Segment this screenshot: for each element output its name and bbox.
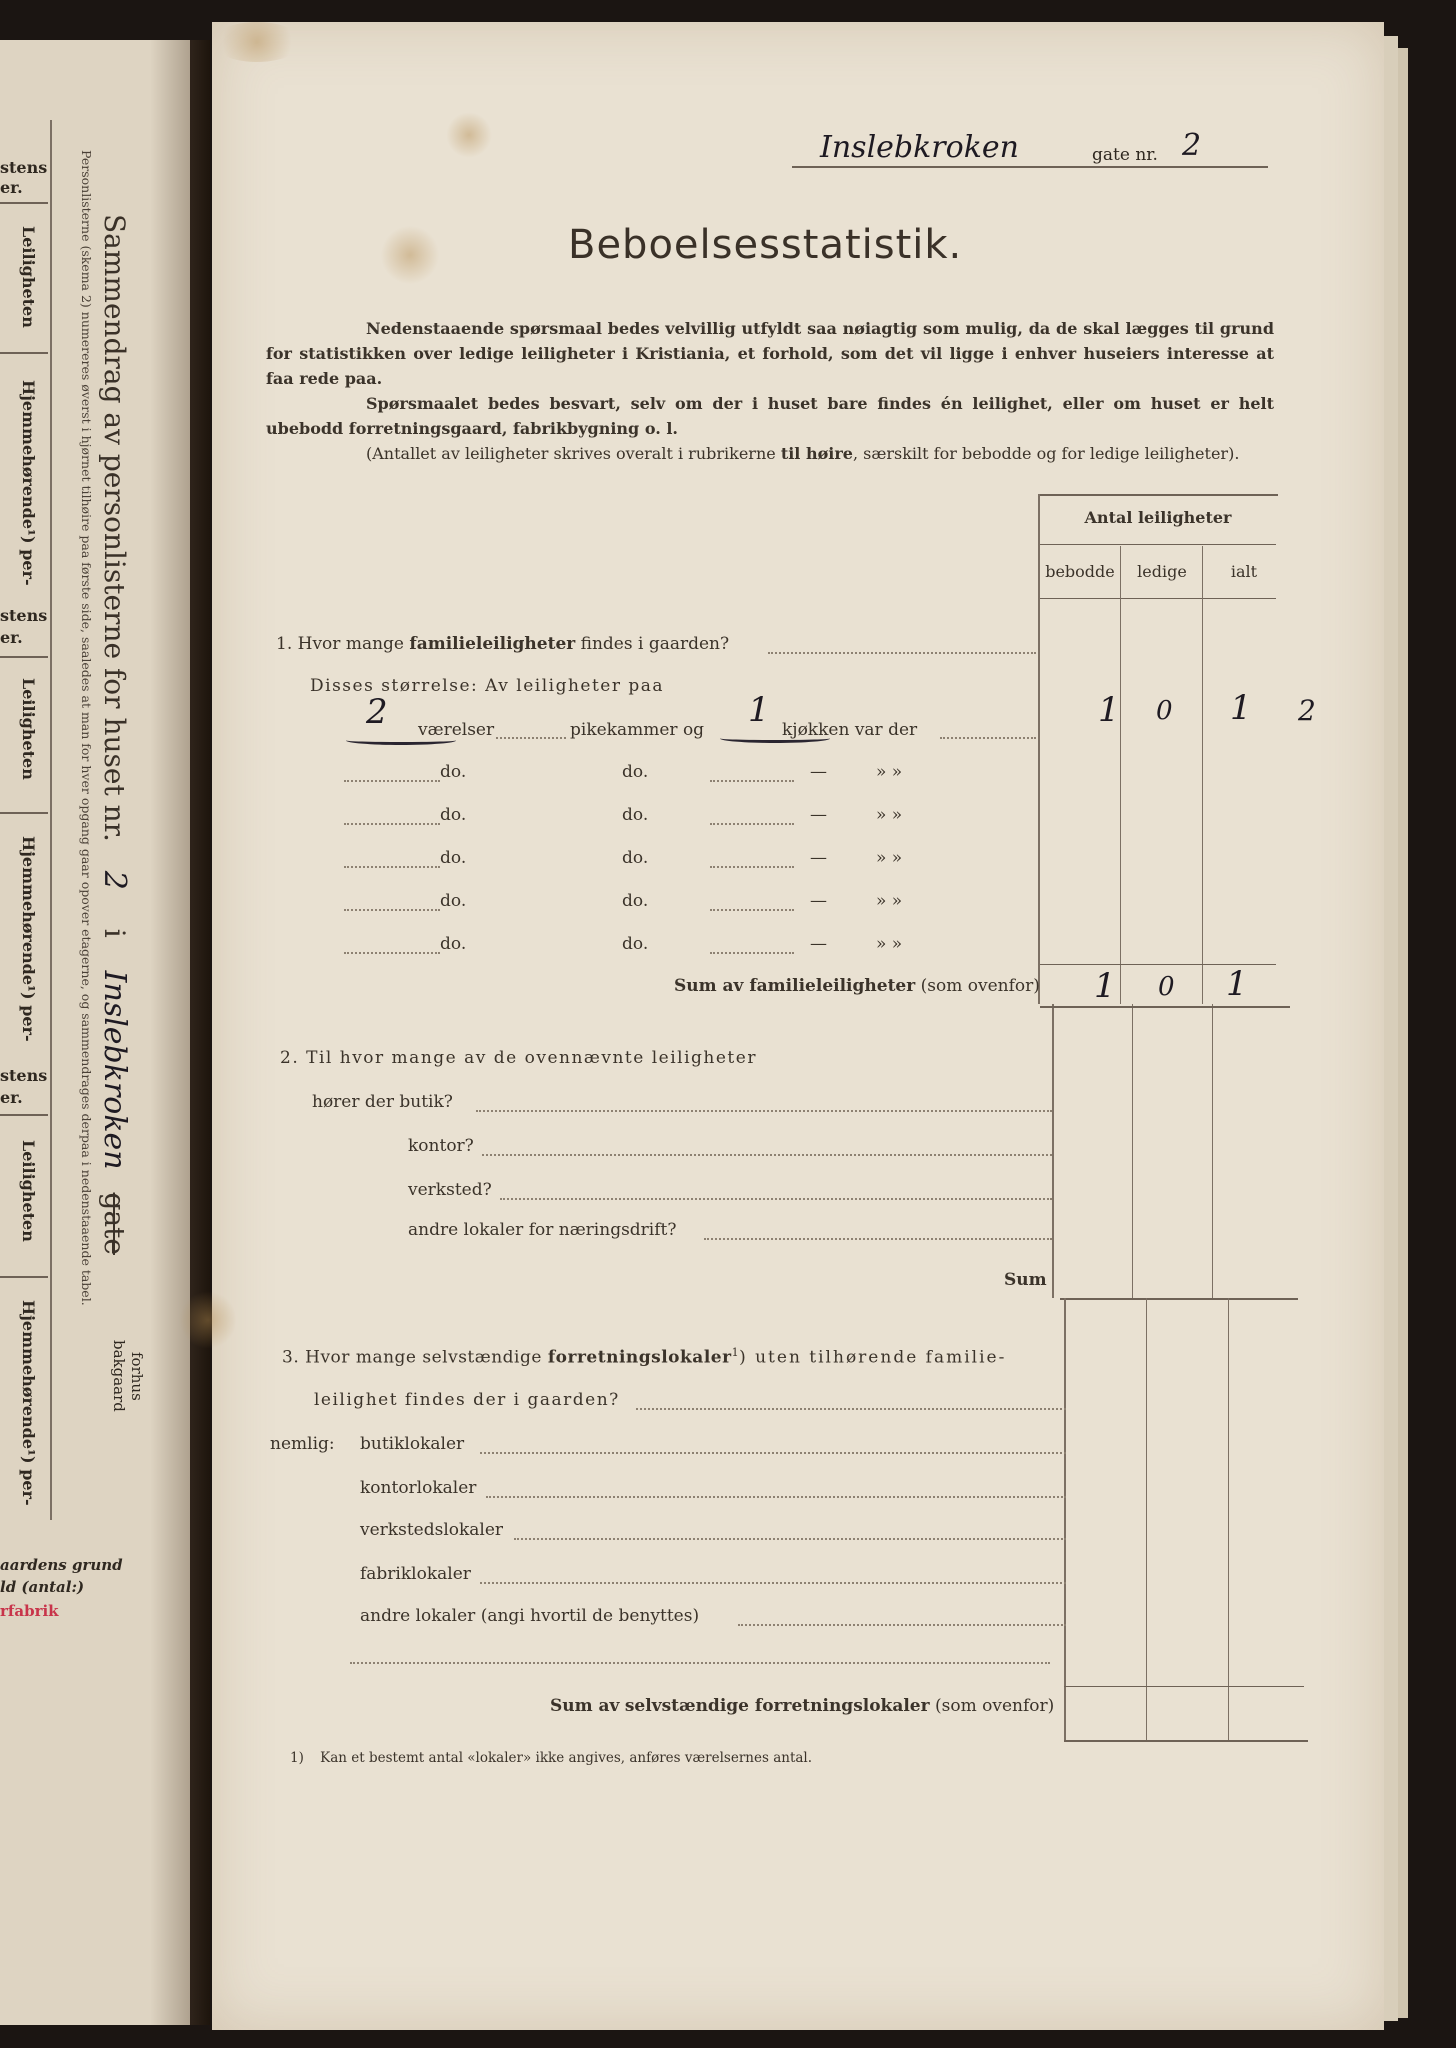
- leader-dots: [482, 1154, 1052, 1156]
- leader-dots: [710, 823, 794, 825]
- q1-bold: familieleiligheter: [409, 634, 576, 654]
- intro-p3-post: , særskilt for bebodde og for ledige leiligheter).: [852, 444, 1240, 463]
- left-label-leiligheten-2: Leiligheten: [19, 678, 38, 780]
- do-row-5-do2: do.: [622, 934, 649, 954]
- do-row-2-quote: » »: [876, 805, 903, 825]
- table-col-line: [1146, 1298, 1147, 1740]
- left-label-er-3: er.: [0, 1088, 23, 1107]
- spine-heading-text: Sammendrag av personlisterne for huset nr.: [98, 214, 131, 842]
- page-title: Beboelsesstatistik.: [568, 222, 963, 268]
- do-row-4-do1: do.: [440, 891, 467, 911]
- q2-item-kontor: kontor?: [408, 1136, 474, 1156]
- page-edge: [1384, 36, 1398, 2021]
- table-rule: [1040, 598, 1276, 599]
- intro-p2: Spørsmaalet bedes besvart, selv om der i huset bare findes én leilighet, eller om huset er helt ubebodd forretningsgaard, fabrikbygning o. l.: [266, 394, 1274, 438]
- q2-item-verksted: verksted?: [408, 1180, 492, 1200]
- left-label-er-2: er.: [0, 628, 23, 647]
- do-row-3-do1: do.: [440, 848, 467, 868]
- table-col-line: [1064, 1298, 1066, 1740]
- left-label-leiligheten-1: Leiligheten: [19, 226, 38, 328]
- leader-dots: [710, 952, 794, 954]
- do-row-3-quote: » »: [876, 848, 903, 868]
- left-label-stens-1: stens: [0, 158, 48, 177]
- q1-size-label: Disses størrelse: Av leiligheter paa: [310, 676, 665, 696]
- do-row-4-quote: » »: [876, 891, 903, 911]
- table-col-line: [1120, 546, 1121, 1004]
- table-col-line: [1202, 546, 1203, 1004]
- leader-dots: [350, 1662, 1050, 1664]
- q1-sum-ialt: 1: [1226, 964, 1248, 1004]
- q3-line2: leilighet findes der i gaarden?: [314, 1390, 620, 1410]
- left-label-hjemmehorende-1: Hjemmehørende¹) per-: [19, 380, 38, 586]
- leader-dots: [710, 780, 794, 782]
- q1-sum-ledige: 0: [1158, 972, 1175, 1002]
- left-rule: [0, 656, 48, 658]
- q1-ledige-value: 0: [1156, 696, 1173, 726]
- leader-dots: [500, 1198, 1052, 1200]
- leader-dots: [480, 1582, 1066, 1584]
- q3-item-fabrik: fabriklokaler: [360, 1564, 471, 1584]
- table-col-line: [1038, 494, 1040, 1004]
- leader-dots: [940, 737, 1036, 739]
- page-edge: [1398, 48, 1408, 2018]
- q3-sum-post: (som ovenfor): [935, 1696, 1055, 1716]
- spine-handwritten-street: Inslebkroken: [97, 970, 132, 1170]
- leader-dots: [704, 1238, 1052, 1240]
- col-ialt: ialt: [1230, 562, 1258, 581]
- table-rule: [1040, 544, 1276, 545]
- leader-dots: [636, 1408, 1066, 1410]
- q3-bold: forretningslokaler: [547, 1347, 732, 1368]
- q3-line: [282, 1346, 1006, 1368]
- footnote-text: Kan et bestemt antal «lokaler» ikke angives, anføres værelsernes antal.: [320, 1750, 813, 1766]
- q3-item-butik: butiklokaler: [360, 1434, 465, 1454]
- table-col-line: [1228, 1298, 1229, 1740]
- leader-dots: [480, 1452, 1066, 1454]
- intro-text: [266, 316, 1274, 466]
- q1-handwritten-kitchen: 1: [748, 690, 770, 730]
- left-label-stens-3: stens: [0, 1066, 48, 1085]
- leader-dots: [344, 952, 440, 954]
- q1-post: findes i gaarden?: [580, 634, 730, 654]
- left-page-border: [50, 120, 52, 1520]
- leader-dots: [514, 1538, 1066, 1540]
- left-label-leiligheten-3: Leiligheten: [19, 1140, 38, 1242]
- spine-forhus: forhus: [128, 1352, 146, 1401]
- book-gutter-shadow: [150, 40, 210, 2025]
- table-title: Antal leiligheter: [1084, 508, 1232, 527]
- q3-sup: 1: [731, 1346, 740, 1359]
- paper-stain: [180, 1290, 236, 1350]
- sum-rule-q1: [1040, 1006, 1290, 1008]
- do-row-5-dash: —: [810, 934, 827, 954]
- q3-post: ) uten tilhørende familie-: [739, 1347, 1007, 1368]
- left-label-hjemmehorende-2: Hjemmehørende¹) per-: [19, 836, 38, 1042]
- q1-line: [276, 634, 729, 654]
- do-row-1-dash: —: [810, 762, 827, 782]
- footnote: [290, 1750, 812, 1766]
- footnote-marker: 1): [290, 1750, 304, 1766]
- leader-dots: [344, 780, 440, 782]
- q1-sum-bebodde: 1: [1094, 966, 1116, 1006]
- paper-stain: [212, 22, 302, 62]
- q3-item-andre: andre lokaler (angi hvortil de benyttes): [360, 1606, 700, 1626]
- spine-handwritten-nr: 2: [97, 870, 132, 890]
- leader-dots: [486, 1496, 1066, 1498]
- q1-sum-line: [674, 976, 1040, 996]
- col-bebodde: bebodde: [1045, 562, 1115, 581]
- spine-i: i: [98, 928, 131, 938]
- q1-ialt-value: 1: [1230, 688, 1252, 728]
- col-ledige: ledige: [1137, 562, 1187, 581]
- q3-sum-line: [550, 1696, 1054, 1716]
- gate-nr-handwritten: 2: [1182, 128, 1202, 163]
- do-row-5-quote: » »: [876, 934, 903, 954]
- table-rule: [1064, 1686, 1304, 1687]
- left-rule: [0, 1114, 48, 1116]
- intro-p3-bold: til høire: [780, 444, 853, 463]
- q1-pre: 1. Hvor mange: [276, 634, 404, 654]
- q3-nemlig: nemlig:: [270, 1434, 335, 1454]
- q3-item-verksted: verkstedslokaler: [360, 1520, 504, 1540]
- q1-sum-bold: Sum av familieleiligheter: [674, 976, 916, 996]
- left-label-hjemmehorende-3: Hjemmehørende¹) per-: [19, 1300, 38, 1506]
- street-name-handwritten: Inslebkroken: [820, 130, 1019, 165]
- q1-kjokken: kjøkken var der: [782, 720, 918, 740]
- do-row-2-do2: do.: [622, 805, 649, 825]
- do-row-1-do2: do.: [622, 762, 649, 782]
- table-col-line: [1052, 1004, 1054, 1298]
- do-row-2-dash: —: [810, 805, 827, 825]
- q3-pre: 3. Hvor mange selvstændige: [282, 1347, 542, 1368]
- leader-dots: [768, 652, 1036, 654]
- intro-p1: Nedenstaaende spørsmaal bedes velvillig utfyldt saa nøiagtig som mulig, da de skal lægges til grund for statistikken over ledige leiligheter i Kristiania, et forhold, som det vil ligge i enhver huseiers interesse at faa rede paa.: [266, 319, 1274, 388]
- do-row-3-dash: —: [810, 848, 827, 868]
- left-label-er-1: er.: [0, 178, 23, 197]
- left-label-stens-2: stens: [0, 606, 48, 625]
- do-row-3-do2: do.: [622, 848, 649, 868]
- q2-line: 2. Til hvor mange av de ovennævnte leiligheter: [280, 1048, 757, 1068]
- q1-vaerelser: værelser: [418, 720, 495, 740]
- q3-sum-bold: selvstændige forretningslokaler: [624, 1696, 930, 1716]
- spine-heading: [97, 214, 132, 1255]
- do-row-4-do2: do.: [622, 891, 649, 911]
- q3-item-kontor: kontorlokaler: [360, 1478, 477, 1498]
- header-underline: [792, 166, 1268, 168]
- spine-bakgaard: bakgaard: [110, 1340, 128, 1412]
- left-rule: [0, 812, 48, 814]
- paper-stain: [380, 226, 440, 284]
- do-row-2-do1: do.: [440, 805, 467, 825]
- spine-gate: gate: [98, 1192, 131, 1255]
- sum-rule-q2: [1060, 1298, 1298, 1300]
- q1-handwritten-rooms: 2: [366, 692, 388, 732]
- q2-item-butik: hører der butik?: [312, 1092, 453, 1112]
- q1-bebodde-value: 1: [1098, 690, 1120, 730]
- leader-dots: [344, 909, 440, 911]
- sum-rule-q3: [1064, 1740, 1308, 1742]
- left-rule: [0, 1276, 48, 1278]
- leader-dots: [710, 909, 794, 911]
- leader-dots: [496, 737, 566, 739]
- q2-sum: Sum: [1004, 1270, 1047, 1290]
- intro-p3-pre: (Antallet av leiligheter skrives overalt i rubrikerne: [366, 444, 776, 463]
- q3-sum-pre: Sum av: [550, 1696, 620, 1716]
- left-bottom-antal: ld (antal:): [0, 1578, 85, 1596]
- leader-dots: [344, 866, 440, 868]
- leader-dots: [710, 866, 794, 868]
- do-row-1-do1: do.: [440, 762, 467, 782]
- left-bottom-stamp: rfabrik: [0, 1602, 59, 1620]
- left-rule: [0, 202, 48, 204]
- leader-dots: [476, 1110, 1052, 1112]
- table-col-line: [1132, 1004, 1133, 1298]
- paper-stain: [446, 112, 492, 158]
- do-row-1-quote: » »: [876, 762, 903, 782]
- spine-instructions: Personlisterne (skema 2) numereres øverst i hjørnet tilhøire paa første side, saaledes at man for hver opgang gaar opover etagerne, og sammendrages derpaa i nedenstaaende tabel.: [79, 150, 94, 1306]
- gate-nr-label: gate nr.: [1092, 145, 1158, 165]
- q1-extra-value: 2: [1298, 694, 1316, 727]
- table-col-line: [1212, 1004, 1213, 1298]
- q2-item-andre: andre lokaler for næringsdrift?: [408, 1220, 677, 1240]
- do-row-5-do1: do.: [440, 934, 467, 954]
- q1-sum-post: (som ovenfor): [920, 976, 1040, 996]
- leader-dots: [738, 1624, 1066, 1626]
- do-row-4-dash: —: [810, 891, 827, 911]
- q1-pikekammer: pikekammer og: [570, 720, 705, 740]
- leader-dots: [344, 823, 440, 825]
- left-bottom-grund: aardens grund: [0, 1556, 123, 1574]
- table-top-rule: [1038, 494, 1278, 496]
- left-rule: [0, 352, 48, 354]
